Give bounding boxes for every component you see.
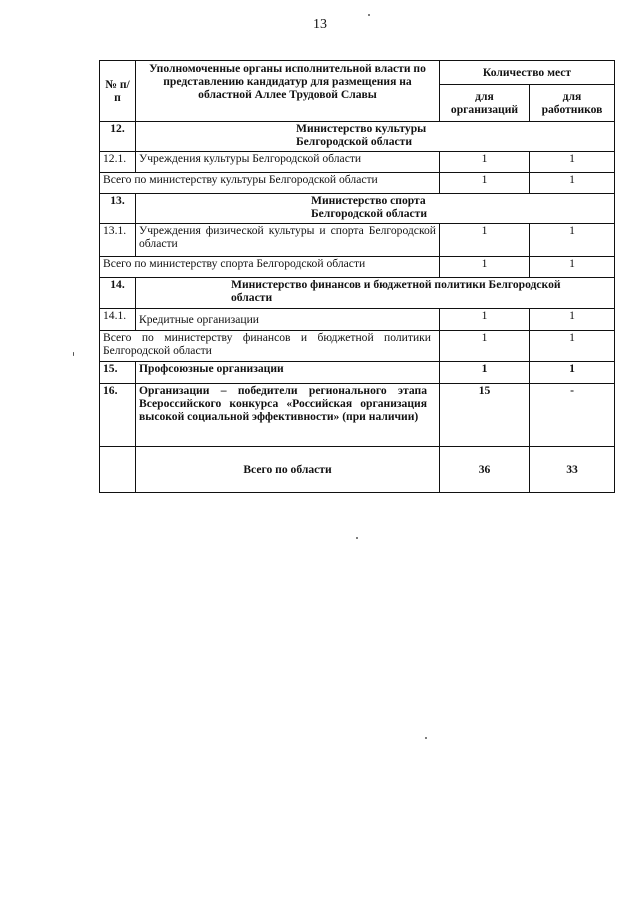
scan-speck	[73, 352, 74, 356]
workers-value: 33	[530, 447, 615, 493]
orgs-value: 36	[440, 447, 530, 493]
table-row-section-14	[100, 278, 615, 309]
section-title: Министерство спорта Белгородской области	[136, 194, 615, 224]
workers-value: 1	[530, 257, 615, 278]
orgs-value: 1	[440, 331, 530, 362]
table-row-total-12	[100, 173, 615, 194]
row-number: 12.1.	[100, 152, 136, 173]
section-title: Министерство финансов и бюджетной политики Белгородской области	[136, 278, 615, 309]
workers-value: 1	[530, 362, 615, 384]
section-title: Министерство культуры Белгородской области	[136, 122, 615, 152]
page-number: 13	[313, 17, 327, 32]
orgs-value: 1	[440, 309, 530, 331]
total-label: Всего по министерству культуры Белгородской области	[100, 173, 440, 194]
row-name: Кредитные организации	[136, 309, 440, 331]
row-name: Организации – победители регионального этапа Всероссийского конкурса «Российская организация высокой социальной эффективности» (при наличии)	[136, 384, 440, 447]
table-row-total-14	[100, 331, 615, 362]
orgs-value: 1	[440, 173, 530, 194]
header-number: № п/п	[100, 61, 136, 122]
scan-speck	[368, 14, 370, 16]
row-name: Учреждения культуры Белгородской области	[136, 152, 440, 173]
orgs-value: 1	[440, 224, 530, 257]
workers-value: 1	[530, 309, 615, 331]
table-row-section-12	[100, 122, 615, 152]
scan-speck	[356, 537, 358, 539]
workers-value: -	[530, 384, 615, 447]
allocation-table	[99, 60, 615, 493]
table-row-section-13	[100, 194, 615, 224]
table-row-16	[100, 384, 615, 447]
table-row-item-12-1	[100, 152, 615, 173]
total-label: Всего по министерству спорта Белгородской области	[100, 257, 440, 278]
orgs-value: 15	[440, 384, 530, 447]
workers-value: 1	[530, 173, 615, 194]
table-row-total-13	[100, 257, 615, 278]
row-number: 16.	[100, 384, 136, 447]
orgs-value: 1	[440, 257, 530, 278]
table-row-15	[100, 362, 615, 384]
row-number: 15.	[100, 362, 136, 384]
workers-value: 1	[530, 152, 615, 173]
orgs-value: 1	[440, 362, 530, 384]
row-number: 14.1.	[100, 309, 136, 331]
total-label: Всего по министерству финансов и бюджетной политики Белгородской области	[100, 331, 440, 362]
scan-speck	[425, 737, 427, 739]
grand-total-label: Всего по области	[136, 447, 440, 493]
row-number: 13.1.	[100, 224, 136, 257]
row-name: Учреждения физической культуры и спорта Белгородской области	[136, 224, 440, 257]
header-places: Количество мест	[440, 61, 615, 85]
row-number	[100, 447, 136, 493]
header-orgs: для организаций	[440, 85, 530, 122]
row-name: Профсоюзные организации	[136, 362, 440, 384]
row-number: 14.	[100, 278, 136, 309]
table-row-grand-total	[100, 447, 615, 493]
row-number: 13.	[100, 194, 136, 224]
workers-value: 1	[530, 331, 615, 362]
table-row-item-14-1	[100, 309, 615, 331]
workers-value: 1	[530, 224, 615, 257]
header-workers: для работников	[530, 85, 615, 122]
header-bodies: Уполномоченные органы исполнительной власти по представлению кандидатур для размещения на областной Аллее Трудовой Славы	[136, 61, 440, 122]
orgs-value: 1	[440, 152, 530, 173]
row-number: 12.	[100, 122, 136, 152]
table-row-item-13-1	[100, 224, 615, 257]
